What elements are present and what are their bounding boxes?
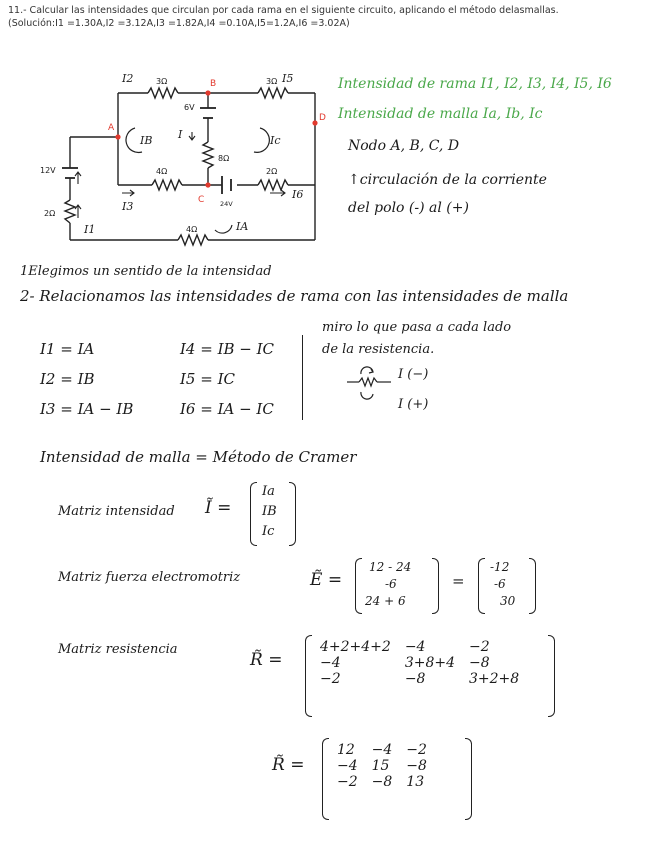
label-i: I xyxy=(178,128,183,141)
relation-6: I6 = IA − IC xyxy=(180,400,274,418)
intensity-label: Matriz intensidad xyxy=(58,504,175,519)
label-2ohm-left: 2Ω xyxy=(44,209,56,218)
resistor-8ohm xyxy=(203,142,213,168)
resistance-result-row xyxy=(330,758,434,774)
resistance-matrix-result xyxy=(322,738,472,820)
node-b-dot xyxy=(205,90,210,95)
method-title: Intensidad de malla = Método de Cramer xyxy=(40,448,357,466)
resistance-cell: 3+2+8 xyxy=(469,671,520,687)
emf-result-entry: -6 xyxy=(494,577,506,591)
note-nodo: Nodo A, B, C, D xyxy=(348,138,460,154)
intensity-symbol: Ĩ = xyxy=(205,498,232,518)
intensity-matrix xyxy=(250,482,296,546)
resistance-cell: 4+2+4+2 xyxy=(320,639,391,655)
resistance-symbol: R̃ = xyxy=(250,650,283,670)
resistance-cell: −2 xyxy=(320,671,341,687)
intensity-entry: IB xyxy=(262,504,277,519)
node-b-label: B xyxy=(210,79,217,89)
node-a-dot xyxy=(115,134,120,139)
resistance-result-cell: −2 xyxy=(337,774,358,790)
resistance-result-cell: −4 xyxy=(337,758,358,774)
label-ib: IB xyxy=(140,134,153,147)
relation-4: I4 = IB − IC xyxy=(180,340,275,358)
resistance-cell: 3+8+4 xyxy=(404,655,456,671)
aside-line-1: miro lo que pasa a cada lado xyxy=(322,320,512,335)
node-a-label: A xyxy=(108,123,115,133)
note-malla: Intensidad de malla Ia, Ib, Ic xyxy=(338,106,543,122)
emf-label: Matriz fuerza electromotriz xyxy=(58,570,241,585)
label-i6: I6 xyxy=(292,188,304,201)
resistance-row xyxy=(313,671,526,687)
resistance-cell: −4 xyxy=(320,655,341,671)
intensity-entry: Ic xyxy=(262,524,275,539)
emf-symbol: Ẽ = xyxy=(310,570,343,590)
label-ic: Ic xyxy=(270,134,281,147)
intensity-entry: Ia xyxy=(262,484,275,499)
emf-matrix-result xyxy=(478,558,536,614)
label-i2: I2 xyxy=(122,72,134,85)
node-d-label: D xyxy=(319,113,326,123)
relation-2: I2 = IB xyxy=(40,370,95,388)
resistance-row xyxy=(313,639,526,655)
label-i1: I1 xyxy=(84,223,96,236)
label-4ohm-middle: 4Ω xyxy=(156,167,168,176)
aside-line-2: de la resistencia. xyxy=(322,342,435,357)
resistance-matrix-expr xyxy=(305,635,555,717)
resistance-result-cell: −8 xyxy=(406,758,427,774)
node-c-dot xyxy=(205,182,210,187)
relation-5: I5 = IC xyxy=(180,370,235,388)
emf-result-entry: 30 xyxy=(500,594,516,608)
node-c-label: C xyxy=(198,195,205,205)
resistance-symbol-2: R̃ = xyxy=(272,755,305,775)
label-3ohm-right: 3Ω xyxy=(266,77,278,86)
relation-1: I1 = IA xyxy=(40,340,95,358)
resistance-cell: −2 xyxy=(469,639,490,655)
emf-entry: -6 xyxy=(385,577,397,591)
resistance-cell: −4 xyxy=(404,639,426,655)
resistance-result-table xyxy=(330,742,434,790)
label-3ohm-left: 3Ω xyxy=(156,77,168,86)
resistance-cell: −8 xyxy=(404,671,426,687)
label-24v: 24V xyxy=(220,200,233,208)
label-4ohm-bottom: 4Ω xyxy=(186,225,198,234)
label-8ohm: 8Ω xyxy=(218,154,230,163)
equals-sign: = xyxy=(452,572,465,590)
resistance-cell: −8 xyxy=(469,655,490,671)
resistor-3ohm-right xyxy=(258,88,288,98)
resistor-3ohm-left xyxy=(148,88,178,98)
aside-resistor-sketch xyxy=(345,360,405,400)
resistance-result-cell: 13 xyxy=(406,774,425,790)
label-2ohm-middle: 2Ω xyxy=(266,167,278,176)
resistance-result-row xyxy=(330,774,434,790)
resistor-2ohm-left xyxy=(65,200,75,223)
note-polo: del polo (-) al (+) xyxy=(348,200,469,216)
label-i5: I5 xyxy=(282,72,294,85)
relation-3: I3 = IA − IB xyxy=(40,400,134,418)
aside-neg: I (−) xyxy=(398,367,429,382)
resistance-row xyxy=(313,655,526,671)
circuit-diagram xyxy=(30,60,330,260)
resistance-result-cell: −2 xyxy=(406,742,427,758)
resistance-result-row xyxy=(330,742,434,758)
resistor-4ohm-bottom xyxy=(178,235,208,245)
resistance-result-cell: −4 xyxy=(371,742,393,758)
step-1: 1Elegimos un sentido de la intensidad xyxy=(20,264,272,279)
label-ia: IA xyxy=(236,220,249,233)
resistance-label: Matriz resistencia xyxy=(58,642,178,657)
note-rama: Intensidad de rama I1, I2, I3, I4, I5, I6 xyxy=(338,76,612,92)
label-6v: 6V xyxy=(184,103,195,112)
emf-entry: 12 - 24 xyxy=(369,560,412,574)
emf-result-entry: -12 xyxy=(490,560,510,574)
node-d-dot xyxy=(312,120,317,125)
label-i3: I3 xyxy=(122,200,134,213)
resistance-result-cell: 15 xyxy=(371,758,390,774)
aside-pos: I (+) xyxy=(398,397,429,412)
mesh-arc-a xyxy=(215,225,232,233)
resistance-result-cell: −8 xyxy=(371,774,393,790)
problem-statement: 11.- Calcular las intensidades que circulan por cada rama en el siguiente circuito, aplicando el método delasmallas. xyxy=(8,5,559,16)
label-12v: 12V xyxy=(40,166,56,175)
emf-matrix-expr xyxy=(355,558,439,614)
resistor-4ohm-middle xyxy=(152,180,182,190)
mesh-arc-c xyxy=(254,128,269,152)
divider-line xyxy=(302,335,303,420)
step-2: 2- Relacionamos las intensidades de rama con las intensidades de malla xyxy=(20,287,569,305)
solution-line: (Solución:I1 =1.30A,I2 =3.12A,I3 =1.82A,I4 =0.10A,I5=1.2A,I6 =3.02A) xyxy=(8,18,350,29)
resistance-result-cell: 12 xyxy=(337,742,355,758)
emf-entry: 24 + 6 xyxy=(365,594,406,608)
resistance-table xyxy=(313,639,526,687)
note-circulacion: ↑circulación de la corriente xyxy=(348,172,547,188)
resistor-2ohm-middle xyxy=(258,180,288,190)
